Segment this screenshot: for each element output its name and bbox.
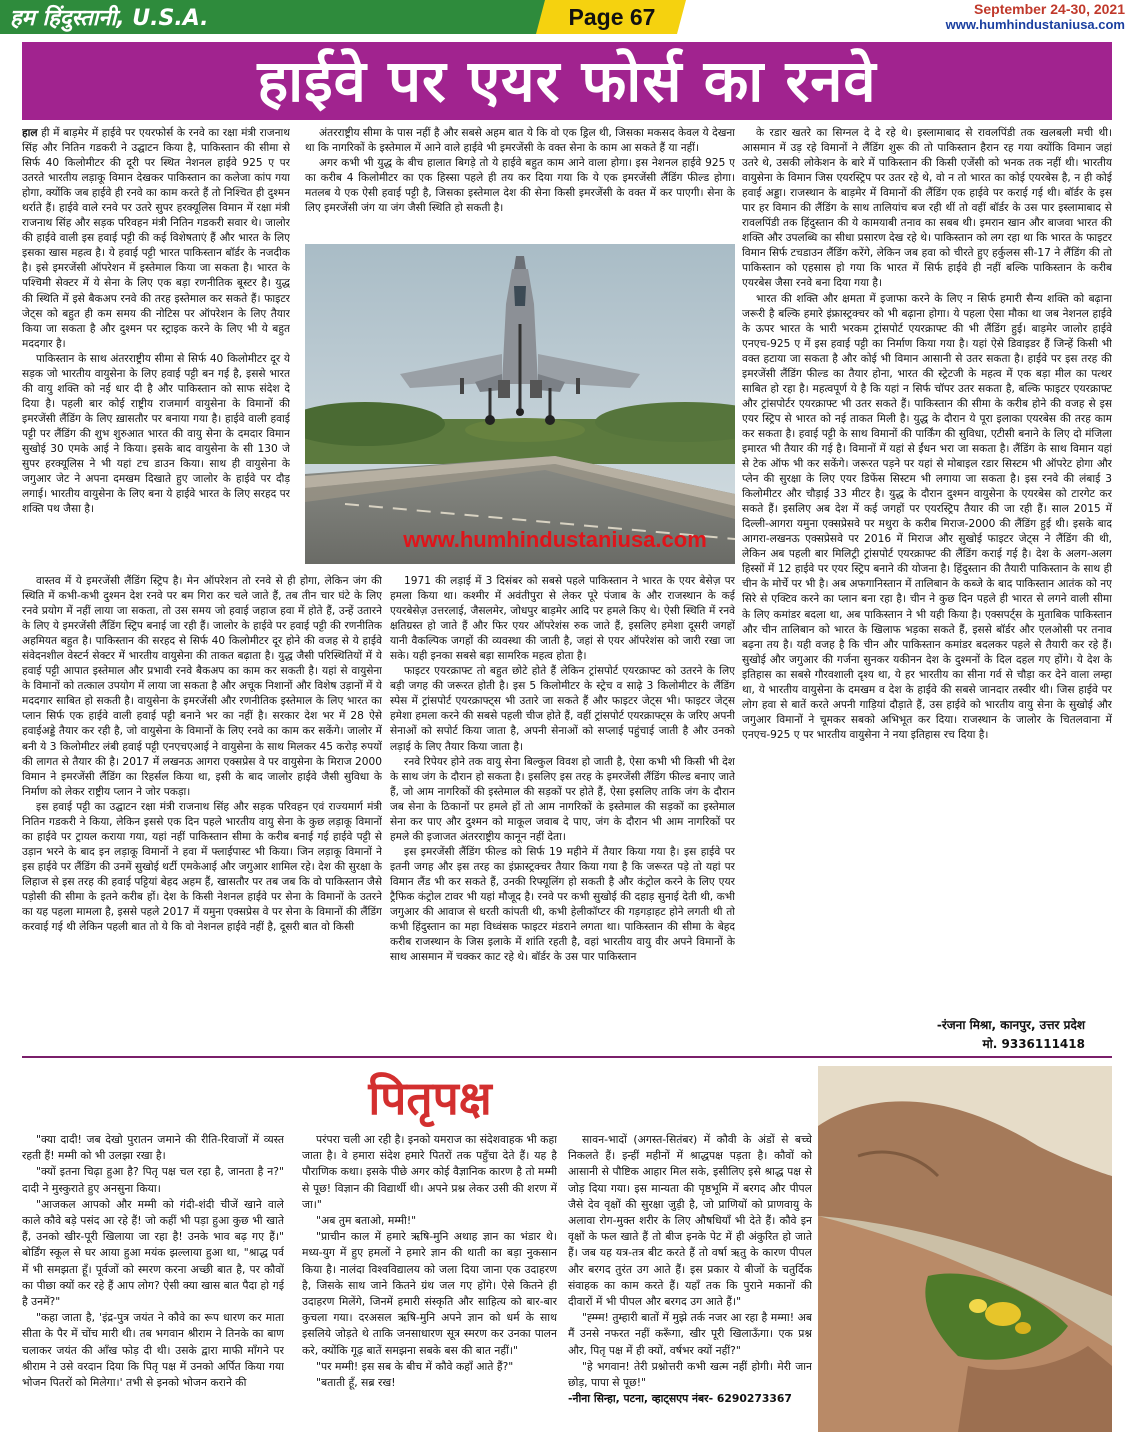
page-number: Page 67 [568, 4, 656, 30]
paragraph-text: अंतरराष्ट्रीय सीमा के पास नहीं है और सबसे अहम बात ये कि वो एक ड्रिल थी, जिसका मकसद केवल ये देखना था कि नागरिकों के इस्तेमाल में आने वाले हाईवे भी इमरजेंसी के वक्त सेना के काम आ सकते हैं या नहीं। [305, 127, 735, 155]
lead-word: हाल [22, 127, 38, 139]
article-paragraph [22, 574, 382, 800]
paragraph-text: फाइटर एयरक्राफ्ट तो बहुत छोटे होते हैं लेकिन ट्रांसपोर्ट एयरक्राफ्ट को उतरने के लिए बड़ी जगह की जरूरत होती है। इस 5 किलोमीटर के स्ट्रेच व साढ़े 3 किलोमीटर के लैंडिंग स्पेस में ट्रांसपोर्ट एयरक्राफ्ट्स भी उतारे जा सकते हैं और फाइटर जेट्स भी। फाइटर जेट्स हमेशा हमला करने की सबसे पहली चीज होते हैं, वहीं ट्रांसपोर्ट एयरक्राफ्ट्स के जरिए अपनी सेनाओं को सपोर्ट किया जाता है, अपनी सेनाओं को सप्लाई पहुंचाई जाती है और उनको लड़ाई के लिए तैयार किया जाता है। [390, 665, 735, 753]
pitripaksh-title: पितृपक्ष [368, 1071, 492, 1125]
article-author: -रंजना मिश्रा, कानपुर, उत्तर प्रदेश [936, 1018, 1085, 1032]
paragraph-text: अगर कभी भी युद्ध के बीच हालात बिगड़े तो ये हाईवे बहुत काम आने वाला होगा। इस नेशनल हाईवे 925 ए का करीब 4 किलोमीटर का एक हिस्सा पहले ही तय कर दिया गया कि ये एक इमरजेंसी लैंडिंग फील्ड होगा। मतलब ये एक ऐसी हवाई पट्टी है, जिसका इस्तेमाल देश की सेना किसी इमरजेंसी के वक्त में कर पाएगी। सेना के लिए इमरजेंसी जंग या जंग जैसी स्थिति हो सकती है। [305, 157, 735, 215]
story-paragraph: "ह्म्म्म! तुम्हारी बातों में मुझे तर्क नजर आ रहा है मम्मा! अब मैं उनसे नफरत नहीं करूँगा, खीर पूरी खिलाऊँगा। एक प्रश्न और, पितृ पक्ष में ही क्यों, वर्षभर क्यों नहीं?" [568, 1311, 812, 1357]
article-column-1 [22, 126, 290, 572]
pitripaksh-photo [818, 1066, 1112, 1432]
article-paragraph [305, 126, 735, 156]
article-column-lower-middle [390, 574, 735, 1054]
fighter-jet-landing-image [305, 244, 735, 564]
header-website-link[interactable]: www.humhindustaniusa.com [945, 17, 1125, 32]
article-paragraph [390, 664, 735, 754]
headline-banner [22, 42, 1112, 120]
story-paragraph: "आजकल आपको और मम्मी को गंदी-शंदी चीजें खाने वाले काले कौवे बड़े पसंद आ रहे हैं! जो कहीं भी पड़ा हुआ कुछ भी खाते हैं, उनको खीर-पूरी खिलाया जा रहा है! उनके भाव बढ़ गए हैं।" बोर्डिंग स्कूल से घर आया हुआ मयंक झल्लाया हुआ था, "श्राद्ध पर्व में भी समझता हूँ। पूर्वजों को स्मरण करना अच्छी बात है, पर कौवों का पीछा क्यों कर रहे हैं आप लोग? ऐसी क्या खास बात पैदा हो गई है उनमें?" [22, 1197, 284, 1309]
article-paragraph [22, 352, 290, 518]
paragraph-text: पाकिस्तान के साथ अंतरराष्ट्रीय सीमा से सिर्फ 40 किलोमीटर दूर ये सड़क जो भारतीय वायुसेना के लिए हवाई पट्टी बन गई है, इससे भारत की वायु शक्ति को नई धार दी है और पाकिस्तान को साफ संदेश दे दिया है। पहली बार कोई राष्ट्रीय राजमार्ग वायुसेना के विमानों की इमरजेंसी लैंडिंग के लिए ख़ासतौर पर बनाया गया है। हाईवे वाली हवाई पट्टी पर लैंडिंग की शुभ शुरुआत भारत की वायु सेना के दमदार विमान सुखोई 30 एमके आई ने किया। इसके बाद वायुसेना के सी 130 जे सुपर हरक्यूलिस ने भी यहां टच डाउन किया। साथ ही वायुसेना के जगुआर जेट ने अपना दमखम दिखाते हुए जालोर के हाईवे पर दौड़ लगाई। भारतीय वायुसेना के लिए बना ये हाईवे भारत के लिए सरहद पर शक्ति पथ जैसा है। [22, 352, 290, 516]
article-paragraph [22, 126, 290, 352]
article-paragraph [390, 574, 735, 664]
story-paragraph: परंपरा चली आ रही है। इनको यमराज का संदेशवाहक भी कहा जाता है। वे हमारा संदेश हमारे पितरों तक पहुँचा देते हैं। यह है पौराणिक कथा। इसके पीछे अगर कोई वैज्ञानिक कारण है तो मम्मी से पूछ! विज्ञान की विद्यार्थी थी। अपने प्रश्न लेकर उसी की शरण में जा।" [302, 1133, 557, 1211]
newspaper-name: हम हिंदुस्तानी, U.S.A. [10, 6, 209, 31]
article-column-3 [742, 126, 1112, 1014]
paragraph-text: इस इमरजेंसी लैंडिंग फील्ड को सिर्फ 19 महीने में तैयार किया गया है। इस हाईवे पर इतनी जगह और इस तरह का इंफ्रास्ट्रक्चर तैयार किया गया है कि जरूरत पड़े तो यहां पर विमान लैंड भी कर सकते हैं, उनकी रिफ्यूलिंग हो सकती है और कंट्रोल करने के लिए एयर ट्रैफिक कंट्रोल टावर भी यहां मौजूद है। रनवे पर कभी सुखोई की दहाड़ सुनाई देती थी, कभी जगुआर की आवाज से धरती कांपती थी, कभी हेलीकॉप्टर की गड़गड़ाहट होने लगती थी तो कभी हिंदुस्तान का महा विध्वंसक फाइटर मंडराने लगता था। पाकिस्तान की सीमा के बेहद करीब राजस्थान के जिस इलाके में शांति रहती है, वहां भारतीय वायु वीर अपने विमानों के साथ आसमान में चक्कर काट रहे थे। बॉर्डर के उस पार पाकिस्तान [390, 845, 735, 964]
article-column-2 [305, 126, 735, 242]
paragraph-text: वास्तव में ये इमरजेंसी लैंडिंग स्ट्रिप है। मेन ऑपरेशन तो रनवे से ही होगा, लेकिन जंग की स्थिति में कभी-कभी दुश्मन देश रनवे पर बम गिरा कर चले जाते हैं, तब तीन चार घंटे के लिए रनवे प्रयोग में नहीं लाया जा सकता, तो उस समय जो हवाई जहाज हवा में होते हैं, उन्हें उतारने के लिए ये इमरजेंसी लैंडिंग स्ट्रिप बनाई जा रही हैं। जालोर के हाईवे पर हवाई पट्टी की रणनीतिक अहमियत बहुत है। पाकिस्तान की सरहद से सिर्फ 40 किलोमीटर दूर होने की वजह से ये हाईवे संवेदनशील वेस्टर्न सेक्टर में भारतीय वायुसेना की ताकत बढ़ाता है। युद्ध जैसी परिस्थितियों में ये हवाई पट्टी आपात इस्तेमाल और प्रभावी रनवे बैकअप का काम कर सकती है। यहां से वायुसेना के विमानों को तत्काल उपयोग में लाया जा सकता है और अचूक निशानों और विशेष उड़ानों में ये मददगार साबित हो सकती है। वायुसेना के इमरजेंसी और रणनीतिक इस्तेमाल के लिए भारत का प्लान सिर्फ एक हाईवे वाली हवाई पट्टी बनाने भर का नहीं है। सरकार देश भर में 28 ऐसे हवाईअड्डे तैयार कर रही है, जो वायुसेना के विमानों के लिए रनवे का काम कर सकेंगे। जालोर में बनी ये 3 किलोमीटर लंबी हवाई पट्टी एनएचएआई ने वायुसेना के साथ मिलकर 45 करोड़ रुपयों की लागत से तैयार की है। 2017 में लखनऊ आगरा एक्सप्रेस वे पर वायुसेना के मिराज 2000 विमान ने इमरजेंसी लैंडिंग का रिहर्सल किया था, इसी के बाद जालोर हाईवे जैसी सुविधा के निर्माण को लेकर राष्ट्रीय प्लान ने जोर पकड़ा। [22, 575, 382, 798]
article-column-lower-left [22, 574, 382, 1054]
article-paragraph [305, 156, 735, 216]
page-header [0, 0, 1135, 34]
story-paragraph: "प्राचीन काल में हमारे ऋषि-मुनि अथाह ज्ञान का भंडार थे। मध्य-युग में हुए हमलों ने हमारे ज्ञान की थाती का बड़ा नुकसान किया है। नालंदा विश्वविद्यालय को जला दिया जाना एक उदाहरण है, जिसके साथ जाने कितने ग्रंथ जल गए होंगे। ऐसे कितने ही उदाहरण मिलेंगे, जिनमें हमारी संस्कृति और साहित्य को बार-बार कुचला गया। दरअसल ऋषि-मुनि अपने ज्ञान को धर्म के साथ इसलिये जोड़ते थे ताकि जनसाधारण सूत्र स्मरण कर उनका पालन करे, क्योंकि गूढ़ बातें समझना सबके बस की बात नहीं।" [302, 1230, 557, 1357]
paragraph-text: इस हवाई पट्टी का उद्घाटन रक्षा मंत्री राजनाथ सिंह और सड़क परिवहन एवं राज्यमार्ग मंत्री नितिन गडकरी ने किया, लेकिन इससे एक दिन पहले भारतीय वायु सेना के कुछ लड़ाकू विमानों का हाईवे पर ट्रायल कराया गया, यहां नहीं पाकिस्तान सीमा के करीब बनाई गई हाईवे पट्टी से उड़ान भरने के बाद इन लड़ाकू विमानों ने हवा में फ्लाईपास्ट भी किया। जिन लड़ाकू विमानों ने इस हाईवे पर लैंडिंग की उनमें सुखोई थर्टी एमकेआई और जगुआर शामिल रहे। देश की सुरक्षा के लिहाज से इस तरह की हवाई पट्टियां बेहद अहम हैं, खासतौर पर तब जब कि वो पाकिस्तान जैसे पड़ोसी की सीमा के इतने करीब हों। देश के किसी नेशनल हाईवे पर सेना के विमानों के उतरने का यह पहला मामला है, इससे पहले 2017 में यमुना एक्सप्रेस वे पर सेना के विमानों की लैंडिंग करवाई गई थी लेकिन पहली बात तो ये कि वो नेशनल हाईवे नहीं है, दूसरी बात वो किसी [22, 800, 382, 934]
section-divider [22, 1056, 1112, 1058]
story-column-1 [22, 1132, 284, 1432]
article-paragraph [390, 845, 735, 965]
fighter-jet-photo [305, 244, 735, 564]
article-paragraph [742, 126, 1112, 292]
article-paragraph [390, 755, 735, 845]
story-paragraph: "पर मम्मी! इस सब के बीच में कौवे कहाँ आते हैं?" [316, 1359, 514, 1373]
offering-hands-image [818, 1066, 1112, 1432]
paragraph-text: के रडार खतरे का सिग्नल दे दे रहे थे। इस्लामाबाद से रावलपिंडी तक खलबली मची थी।आसमान में उड़ रहे विमानों ने लैंडिंग शुरू की तो पाकिस्तान हैरान रह गया क्योंकि विमान जहां उतरे थे, उसकी लोकेशन के बारे में पाकिस्तान की किसी एजेंसी को भनक तक नहीं थी। भारतीय वायुसेना के विमान जिस एयरस्ट्रिप पर उतर रहे थे, वो न तो भारत का कोई एयरबेस है, न ही कोई हवाई अड्डा। राजस्थान के बाड़मेर में विमानों की लैंडिंग एक हाईवे पर कराई गई थी। बॉर्डर के इस पार हर विमान की लैंडिंग के साथ तालियांच बज रही थीं तो वहीं बॉर्डर के उस पार इस्लामाबाद से रावलपिंडी तक हिंदुस्तान की ये कामयाबी तनाव का सबब थी। इमरान खान और बाजवा भारत की शक्ति और उपलब्धि का सीधा प्रसारण देख रहे थे। पाकिस्तान को लग रहा था कि भारत के फाइटर विमान सिर्फ टचडाउन लैंडिंग करेंगे, लेकिन जब हवा को चीरते हुए हर्कुलस सी-17 ने लैंडिंग की तो पाकिस्तान को एहसास हो गया कि भारत में सिर्फ हाईवे ही नहीं बल्कि पाकिस्तान के करीब एयरबेस जैसा रनवे बना दिया गया है। [742, 127, 1112, 290]
paragraph-text: 1971 की लड़ाई में 3 दिसंबर को सबसे पहले पाकिस्तान ने भारत के एयर बेसेज़ पर हमला किया था। कश्मीर में अवंतीपुरा से लेकर पूरे पंजाब के और राजस्थान के कई एयरबेसेज़ उत्तरलाई, जैसलमेर, जोधपुर बाड़मेर आदि पर हमले किए थे। ऐसी स्थिति में रनवे क्षतिग्रस्त हो जाते हैं और फिर एयर ऑपरेशंस रुक जाते हैं, इसलिए हमेशा दूसरी जगहों यानी वैकल्पिक जगहों की व्यवस्था की जाती है, जहां से एयर ऑपरेशंस को जारी रखा जा सके। यही इनका सबसे बड़ा सामरिक महत्व होता है। [390, 575, 735, 663]
story-column-2 [302, 1132, 557, 1432]
headline: हाईवे पर एयर फोर्स का रनवे [257, 47, 877, 115]
paragraph-text: ही में बाड़मेर में हाईवे पर एयरफोर्स के रनवे का रक्षा मंत्री राजनाथ सिंह और नितिन गडकरी ने उद्घाटन किया है, पाकिस्तान की सीमा से सिर्फ 40 किलोमीटर की दूरी पर स्थित नेशनल हाईवे 925 ए पर उतरते भारतीय लड़ाकू विमान देखकर पाकिस्तान का कलेजा कांप गया होगा, क्योंकि जब हाईवे ही रनवे का काम करते हैं तो निश्चित ही दुश्मन थर्राते हैं। हाईवे वाले रनवे पर उतरे सुपर हरक्यूलिस विमान में रक्षा मंत्री राजनाथ सिंह और सड़क परिवहन मंत्री नितिन गडकरी सवार थे। जालोर की हाईवे वाली इस हवाई पट्टी की कई विशेषताएं हैं और भारत के लिए इसका खास महत्व है। ये हवाई पट्टी भारत पाकिस्तान बॉर्डर के नजदीक है। इसे इमरजेंसी ऑपरेशन में इस्तेमाल किया जा सकता है। भारत के पश्चिमी सेक्टर में ये सेना के लिए एक बड़ा रणनीतिक बूस्टर है। युद्ध की स्थिति में इसे बैकअप रनवे की तरह इस्तेमाल कर सकते हैं। फाइटर जेट्स को बहुत ही कम समय की नोटिस पर ऑपरेशन के लिए तैयार किया जा सकता है और दुश्मन पर स्ट्राइक करने के लिए भी ये बहुत मददगार है। [22, 127, 290, 350]
story-paragraph: सावन-भादों (अगस्त-सितंबर) में कौवी के अंडों से बच्चे निकलते हैं। इन्हीं महीनों में श्राद्धपक्ष पड़ता है। कौवों को आसानी से पौष्टिक आहार मिल सके, इसीलिए इसे श्राद्ध पक्ष से जोड़ दिया गया। इस मान्यता की पृष्ठभूमि में बरगद और पीपल जैसे देव वृक्षों की सुरक्षा जुड़ी है, जो प्राणियों को प्राणवायु के अलावा रोग-मुक्त शरीर के लिए औषधियाँ भी देते हैं। कौवे इन वृक्षों के फल खाते हैं तो बीज इनके पेट में ही अंकुरित हो जाते हैं। जब यह यत्र-तत्र बीट करते हैं तो वर्षा ऋतु के कारण पीपल और बरगद तुरंत उग आते हैं। इस प्रकार ये बीजों के चतुर्दिक संवाहक का काम करते हैं। यहाँ तक कि पुराने मकानों की दीवारों में भी पीपल और बरगद उग आते हैं।" [568, 1133, 812, 1309]
article-paragraph [22, 800, 382, 935]
article-author-phone: मो. 9336111418 [982, 1037, 1085, 1051]
article-paragraph [742, 292, 1112, 743]
story-column-3 [568, 1132, 812, 1432]
story-paragraph: "क्या दादी! जब देखो पुरातन जमाने की रीति-रिवाजों में व्यस्त रहती हैं! मम्मी को भी उलझा रखा है। [22, 1133, 284, 1163]
story-paragraph: "कहा जाता है, 'इंद्र-पुत्र जयंत ने कौवे का रूप धारण कर माता सीता के पैर में चोंच मारी थी। तब भगवान श्रीराम ने तिनके का बाण चलाकर जयंत की आँख फोड़ दी थी। उसके द्वारा माफी माँगने पर श्रीराम ने उसे वरदान दिया कि पितृ पक्ष में उनको अर्पित किया गया भोजन पितरों को मिलेगा।' तभी से इनको भोजन कराने की [22, 1311, 284, 1390]
paragraph-text: भारत की शक्ति और क्षमता में इजाफा करने के लिए न सिर्फ हमारी सैन्य शक्ति को बढ़ाना जरूरी है बल्कि हमारे इंफ्रास्ट्रक्चर को भी बढ़ाना होगा। ये पहला ऐसा मौका था जब नेशनल हाईवे के ऊपर भारत के भारी भरकम ट्रांसपोर्ट एयरक्राफ्ट की भी लैंडिंग हुई। बाड़मेर जालोर हाईवे एनएच-925 ए में इस हवाई पट्टी का निर्माण किया गया है। यहां ऐसे डिवाइडर हैं जिन्हें किसी भी वक्त हटाया जा सकता है और कोई भी विमान आसानी से उतर सकता है। हाईवे पर इस तरह की इमरजेंसी लैंडिंग फील्ड का तैयार होना, भारत की स्ट्रेटजी के महत्व में एक बड़ा मील का पत्थर साबित हो रहा है। महत्वपूर्ण ये है कि यहां न सिर्फ चॉपर उतर सकता है, बल्कि फाइटर एयरक्राफ्ट और ट्रांसपोर्टर एयरक्राफ्ट भी उतर सकते हैं। पाकिस्तान की सीमा के करीब होने की वजह से इस एयर स्ट्रिप से भारत को नई ताकत मिली है। युद्ध के दौरान ये पूरा इलाका एयरबेस की तरह काम कर सकता है। हवाई पट्टी के साथ विमानों की पार्किंग की सुविधा, एटीसी बनाने के लिए दो मंजिला इमारत भी तैयार की गई है। विमानों में यहां से ईंधन भरा जा सकता है। लैंडिंग के साथ विमान यहां से टेक ऑफ भी कर सकेंगे। जरूरत पड़ने पर यहां से मोबाइल रडार सिस्टम भी ऑपरेट होगा और प्लेन की सुरक्षा के लिए एयर डिफेंस सिस्टम भी लगाया जा सकता है। इस रनवे की लंबाई 3 किलोमीटर और चौड़ाई 33 मीटर है। युद्ध के दौरान दुश्मन वायुसेना के एयरबेस को टारगेट कर सकते हैं। इसलिए अब देश में कई जगहों पर एयरस्ट्रिप तैयार की जा रही हैं। साल 2015 में दिल्ली-आगरा यमुना एक्सप्रेसवे पर मथुरा के करीब मिराज-2000 की लैंडिंग हुई थी। इसके बाद आगरा-लखनऊ एक्सप्रेसवे पर 2016 में मिराज और सुखोई फाइटर जेट्स ने लैंडिंग की थी, लेकिन अब पहली बार मिलिट्री ट्रांसपोर्ट एयरक्राफ्ट की लैंडिंग कराई गई है। देश के अलग-अलग हिस्सों में 12 हाईवे पर एयर स्ट्रिप बनाने की योजना है। हिंदुस्तान की तैयारी पाकिस्तान के साथ ही चीन के मोर्चे पर भी है। अब अफगानिस्तान में तालिबान के कब्जे के बाद पाकिस्तान आतंक को नए सिरे से एक्टिव करने का प्लान बना रहा है। चीन ने कुछ दिन पहले ही भारत से लगने वाली सीमा के लिए कमांडर बदला था, अब पाकिस्तान ने भी यही किया है। एक्सपर्ट्स के मुताबिक पाकिस्तान और चीन तालिबान को भारत के खिलाफ भड़का सकते हैं, इससे बॉर्डर और एलओसी पर तनाव बढ़ना तय है। यही वजह है कि चीन और पाकिस्तान कमांडर बदलकर पहले से तैयारी कर रहे हैं। सुखोई और जगुआर की गर्जना सुनकर यकीनन देश के दुश्मनों के दिल दहल गए होंगे। ये देश के इतिहास का सबसे गौरवशाली दृश्य था, ये हर भारतीय का सीना गर्व से चौड़ा कर देने वाला लम्हा था, ये भारतीय वायुसेना के दमखम व देश के हाईवे की सबसे जानदार तस्वीर थी। जिस हाईवे पर लोग हवा से बातें करते अपनी गाड़ियां दौड़ाते हैं, उस हाईवे को भारतीय वायु सेना के सुखोई और जगुआर विमानों ने चूमकर सबको अभिभूत कर दिया। राजस्थान के जालोर के चितलवाना में एनएच-925 ए पर भारतीय वायुसेना ने नया इतिहास रच दिया है। [742, 292, 1112, 741]
story-paragraph: "बताती हूँ, सब्र रख! [316, 1376, 396, 1390]
issue-date: September 24-30, 2021 [974, 1, 1125, 17]
photo-website-watermark: www.humhindustaniusa.com [403, 527, 707, 552]
paragraph-text: रनवे रिपेयर होने तक वायु सेना बिल्कुल विवश हो जाती है, ऐसा कभी भी किसी भी देश के साथ जंग के दौरान हो सकता है। इसलिए इस तरह के इमरजेंसी लैंडिंग फील्ड बनाए जाते हैं, जो आम नागरिकों की इस्तेमाल की सड़कों पर होते हैं, ऐसा इसलिए ताकि जंग के दौरान जब सेना के ठिकानों पर हमले हों तो आम नागरिकों के इस्तेमाल की सड़कों का इस्तेमाल सेना कर पाए और दुश्मन को माकूल जवाब दे पाए, जंग के दौरान भी आम नागरिकों पर हमले की इजाजत अंतरराष्ट्रीय कानून नहीं देता। [390, 755, 735, 843]
story-paragraph: "क्यों इतना चिढ़ा हुआ है? पितृ पक्ष चल रहा है, जानता है न?" दादी ने मुस्कुराते हुए अनसुना किया। [22, 1165, 284, 1195]
story-author: -नीना सिन्हा, पटना, व्हाट्सएप नंबर- 6290273367 [568, 1392, 792, 1406]
story-paragraph: "हे भगवान! तेरी प्रश्नोत्तरी कभी खत्म नहीं होगी। मेरी जान छोड़, पापा से पूछ!" [568, 1359, 812, 1390]
story-paragraph: "अब तुम बताओ, मम्मी!" [316, 1214, 417, 1228]
